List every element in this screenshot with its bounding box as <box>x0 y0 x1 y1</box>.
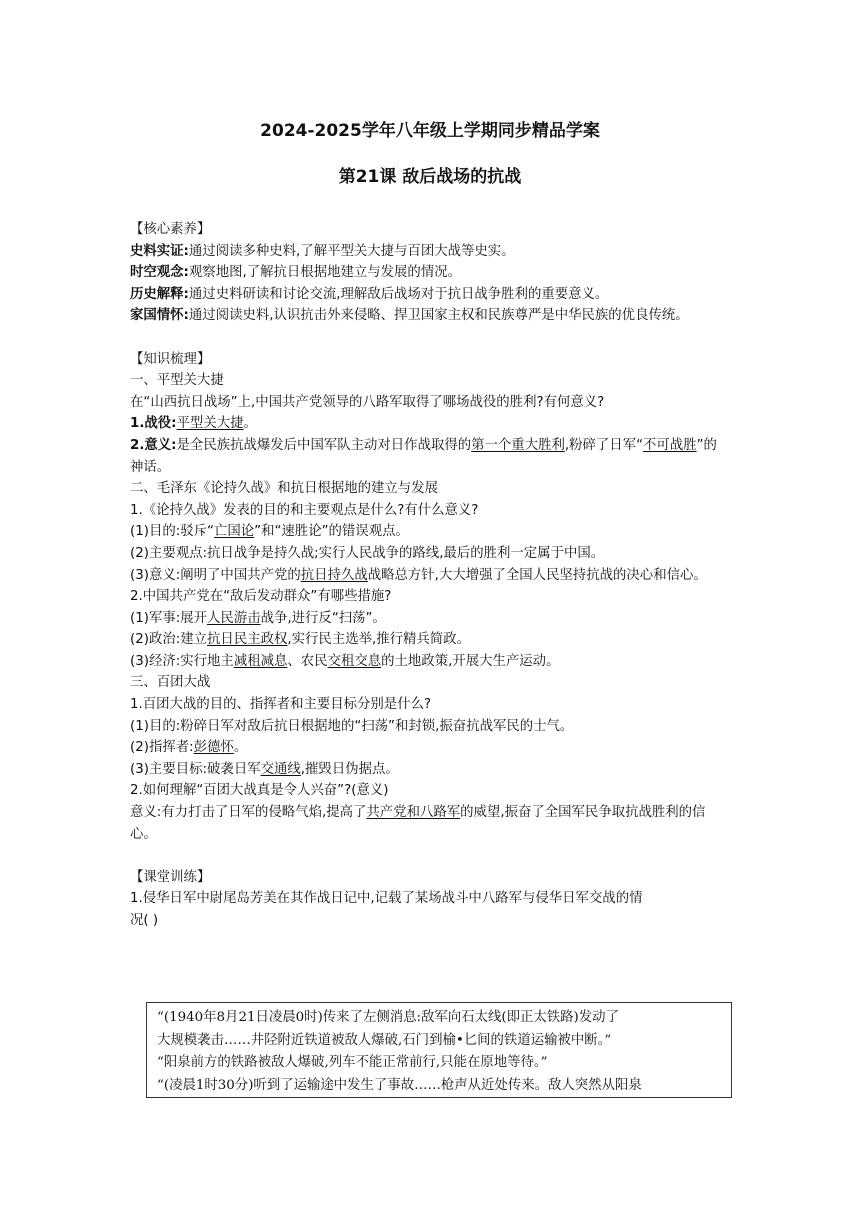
core-item: 历史解释:通过史料研读和讨论交流,理解敌后战场对于抗日战争胜利的重要意义。 <box>130 286 609 302</box>
quote-line: “(凌晨1时30分)听到了运输途中发生了事故……枪声从近处传来。敌人突然从阳泉 <box>157 1077 642 1093</box>
section-title: 二、毛泽东《论持久战》和抗日根据地的建立与发展 <box>130 481 438 497</box>
quote-line: “(1940年8月21日凌晨0时)传来了左侧消息:敌军向石太线(即正太铁路)发动了 <box>157 1010 619 1025</box>
question: 2.中国共产党在“敌后发动群众”有哪些措施? <box>130 589 392 605</box>
answer-line: 2.意义:是全民族抗战爆发后中国军队主动对日作战取得的第一个重大胜利,粉碎了日军“不可战胜”的神话。 <box>130 437 717 475</box>
core-heading: 【核心素养】 <box>130 222 211 237</box>
knowledge-heading: 【知识梳理】 <box>130 351 211 367</box>
answer-line: (3)主要目标:破袭日军交通线,摧毁日伪据点。 <box>130 761 399 777</box>
practice-question: 况( ) <box>130 913 159 928</box>
answer-line: (3)经济:实行地主减租减息、农民交租交息的土地政策,开展大生产运动。 <box>130 653 560 669</box>
answer-blank: 彭德怀 <box>193 740 234 756</box>
answer-line: (1)目的:粉碎日军对敌后抗日根据地的“扫荡”和封锁,振奋抗战军民的士气。 <box>130 718 574 734</box>
quote-line: “阳泉前方的铁路被敌人爆破,列车不能正常前行,只能在原地等待。” <box>157 1055 548 1070</box>
answer-line: (1)目的:驳斥“亡国论”和“速胜论”的错误观点。 <box>130 524 409 540</box>
answer-blank: 减租减息 <box>233 653 288 669</box>
answer-line: (3)意义:阐明了中国共产党的抗日持久战战略总方针,大大增强了全国人民坚持抗战的决心和信心。 <box>130 567 707 583</box>
question: 2.如何理解“百团大战真是令人兴奋”?(意义) <box>130 783 389 799</box>
answer-blank: 交通线 <box>260 761 301 777</box>
document-title: 2024-2025学年八年级上学期同步精品学案 <box>260 121 600 141</box>
answer-blank: 共产党和八路军 <box>366 805 461 821</box>
document-body <box>130 219 730 932</box>
answer-blank: 交租交息 <box>327 653 382 669</box>
core-item: 时空观念:观察地图,了解抗日根据地建立与发展的情况。 <box>130 265 461 281</box>
practice-question: 1.侵华日军中尉尾岛芳美在其作战日记中,记载了某场战斗中八路军与侵华日军交战的情 <box>130 891 643 907</box>
core-item: 家国情怀:通过阅读史料,认识抗击外来侵略、捍卫国家主权和民族尊严是中华民族的优良传统。 <box>130 308 689 324</box>
practice-heading: 【课堂训练】 <box>130 869 211 885</box>
answer-blank: 第一个重大胜利 <box>471 437 565 453</box>
answer-line: 1.战役:平型关大捷。 <box>130 416 257 432</box>
question: 1.《论持久战》发表的目的和主要观点是什么?有什么意义? <box>130 502 479 518</box>
core-item: 史料实证:通过阅读多种史料,了解平型关大捷与百团大战等史实。 <box>130 243 515 259</box>
question: 1.百团大战的目的、指挥者和主要目标分别是什么? <box>130 697 432 713</box>
answer-line: (2)主要观点:抗日战争是持久战;实行人民战争的路线,最后的胜利一定属于中国。 <box>130 545 605 561</box>
quote-line: 大规模袭击……井陉附近铁道被敌人爆破,石门到榆•匕间的铁道运输被中断。” <box>157 1032 612 1048</box>
answer-blank: 不可战胜 <box>643 437 697 453</box>
answer-line: (2)政治:建立抗日民主政权,实行民主选举,推行精兵简政。 <box>130 632 470 648</box>
answer-line: (1)军事:展开人民游击战争,进行反“扫荡”。 <box>130 610 386 626</box>
question: 在“山西抗日战场”上,中国共产党领导的八路军取得了哪场战役的胜利?有何意义? <box>130 394 605 410</box>
lesson-title: 第21课 敌后战场的抗战 <box>338 167 522 187</box>
section-title: 一、平型关大捷 <box>130 373 224 389</box>
source-quote-box <box>146 1002 732 1098</box>
answer-line: 意义:有力打击了日军的侵略气焰,提高了共产党和八路军的威望,振奋了全国军民争取抗战胜利的信心。 <box>130 805 706 842</box>
answer-blank: 抗日民主政权 <box>207 632 288 648</box>
answer-blank: 亡国论 <box>213 524 255 540</box>
answer-blank: 人民游击 <box>207 610 261 626</box>
section-title: 三、百团大战 <box>130 675 211 691</box>
answer-blank: 平型关大捷 <box>176 416 244 432</box>
answer-blank: 抗日持久战 <box>300 567 368 583</box>
answer-line: (2)指挥者:彭德怀。 <box>130 740 248 756</box>
